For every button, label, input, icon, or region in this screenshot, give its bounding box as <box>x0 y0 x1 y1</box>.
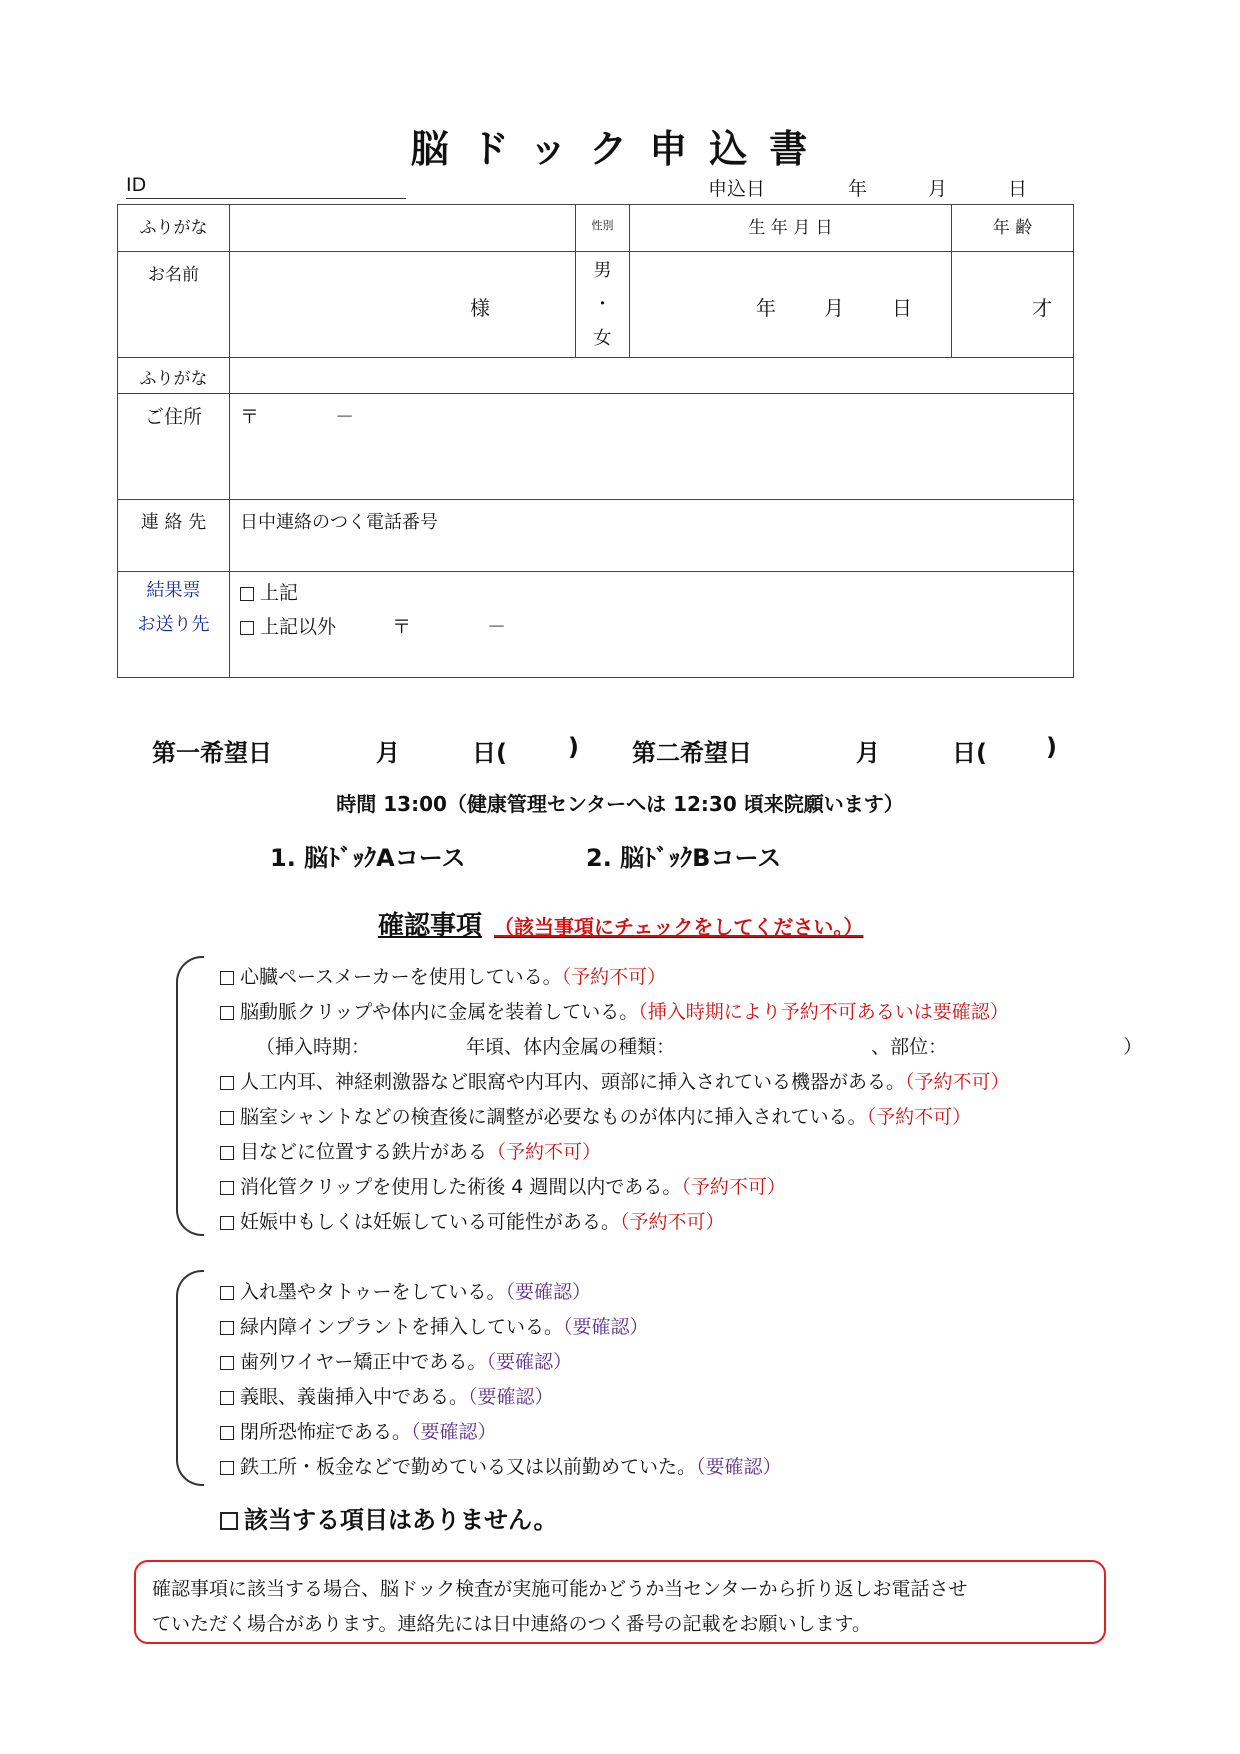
postal-mark: 〒 <box>240 406 260 428</box>
contact-hint: 日中連絡のつく電話番号 <box>240 512 438 533</box>
metal-type-label: 年頃、体内金属の種類： <box>466 1036 676 1058</box>
confirm-item-glaucoma-implant[interactable]: 緑内障インプラントを挿入している。（要確認） <box>220 1312 649 1339</box>
gender-label: 性別 <box>576 205 630 252</box>
confirm-item-none[interactable]: 該当する項目はありません。 <box>220 1500 557 1535</box>
first-wish-label: 第一希望日 <box>152 739 272 767</box>
checkbox-icon[interactable] <box>220 1461 234 1475</box>
female-option[interactable]: 女 <box>593 328 612 349</box>
insert-detail-line <box>256 1032 1142 1059</box>
gender-separator: ・ <box>593 294 612 315</box>
address-label: ご住所 <box>118 394 230 500</box>
checkbox-icon[interactable] <box>220 1181 234 1195</box>
confirm-instruction: （該当事項にチェックをしてください。） <box>494 915 864 939</box>
confirm-item-orthodontic-wire[interactable]: 歯列ワイヤー矯正中である。（要確認） <box>220 1347 572 1374</box>
time-text: 時間 13:00（健康管理センターへは 12:30 頃来院願います） <box>336 792 904 816</box>
confirm-item-ironworks[interactable]: 鉄工所・板金などで勤めている又は以前勤めていた。（要確認） <box>220 1452 782 1479</box>
group1-brace <box>176 956 204 1236</box>
checkbox-icon[interactable] <box>220 1006 234 1020</box>
insert-detail-close: ） <box>1123 1036 1143 1058</box>
birth-day-label: 日 <box>892 296 912 320</box>
second-wish-month[interactable]: 月 <box>856 739 880 767</box>
second-wish-day[interactable]: 日( <box>952 739 987 767</box>
checkbox-icon[interactable] <box>220 1146 234 1160</box>
confirm-item-iron-fragment[interactable]: 目などに位置する鉄片がある（予約不可） <box>220 1137 601 1164</box>
application-form-table <box>117 204 1074 678</box>
id-field[interactable] <box>126 174 406 199</box>
furigana-label: ふりがな <box>118 205 230 252</box>
checkbox-icon[interactable] <box>220 1111 234 1125</box>
course-a-option[interactable]: 1. 脳ﾄﾞｯｸAコース <box>270 844 466 872</box>
confirm-item-pregnancy[interactable]: 妊娠中もしくは妊娠している可能性がある。（予約不可） <box>220 1207 725 1234</box>
result-destination-label <box>118 572 230 678</box>
checkbox-icon[interactable] <box>220 1216 234 1230</box>
contact-label: 連 絡 先 <box>118 500 230 572</box>
confirm-item-prosthesis[interactable]: 義眼、義歯挿入中である。（要確認） <box>220 1382 554 1409</box>
result-postal-dash: － <box>487 616 507 638</box>
furigana-input[interactable] <box>230 205 576 252</box>
checkbox-icon[interactable] <box>240 587 254 601</box>
group2-brace <box>176 1270 204 1486</box>
address-furigana-input[interactable] <box>230 358 1074 394</box>
result-label-line2: お送り先 <box>137 614 210 635</box>
page-title: 脳ドック申込書 <box>410 127 830 171</box>
result-option-other[interactable]: 上記以外 〒 － <box>240 610 1063 644</box>
second-wish-label: 第二希望日 <box>632 739 752 767</box>
confirm-title: 確認事項 （該当事項にチェックをしてください。） <box>378 911 864 941</box>
age-unit: 才 <box>1032 296 1052 320</box>
checkbox-icon[interactable] <box>220 1512 238 1530</box>
apply-date-label: 申込日 <box>708 178 766 200</box>
notice-box <box>134 1560 1106 1644</box>
age-input[interactable] <box>952 252 1074 358</box>
result-destination-options <box>230 572 1074 678</box>
result-label-line1: 結果票 <box>146 580 201 601</box>
postal-dash: － <box>335 406 355 428</box>
checkbox-icon[interactable] <box>220 971 234 985</box>
contact-input[interactable] <box>230 500 1074 572</box>
honorific-text: 様 <box>470 296 490 320</box>
checkbox-icon[interactable] <box>240 621 254 635</box>
site-label: 、部位： <box>871 1036 948 1058</box>
checkbox-icon[interactable] <box>220 1321 234 1335</box>
checkbox-icon[interactable] <box>220 1391 234 1405</box>
birth-month-label: 月 <box>824 296 844 320</box>
apply-day-label: 日 <box>1008 178 1028 200</box>
first-wish-close: ) <box>568 733 579 761</box>
apply-year-label: 年 <box>848 178 868 200</box>
result-option-above[interactable]: 上記 <box>240 576 1063 610</box>
name-label: お名前 <box>118 252 230 358</box>
apply-month-label: 月 <box>928 178 948 200</box>
notice-line2: ていただく場合があります。連絡先には日中連絡のつく番号の記載をお願いします。 <box>152 1613 871 1635</box>
age-label: 年 齢 <box>952 205 1074 252</box>
address-input[interactable] <box>230 394 1074 500</box>
name-input[interactable] <box>230 252 576 358</box>
second-wish-close: ) <box>1046 733 1057 761</box>
checkbox-icon[interactable] <box>220 1076 234 1090</box>
confirm-item-metal-clip[interactable]: 脳動脈クリップや体内に金属を装着している。（挿入時期により予約不可あるいは要確認） <box>220 997 1009 1024</box>
confirm-item-shunt[interactable]: 脳室シャントなどの検査後に調整が必要なものが体内に挿入されている。（予約不可） <box>220 1102 971 1129</box>
birth-year-label: 年 <box>756 296 776 320</box>
birthdate-label: 生 年 月 日 <box>630 205 952 252</box>
confirm-item-implant-device[interactable]: 人工内耳、神経刺激器など眼窩や内耳内、頭部に挿入されている機器がある。（予約不可） <box>220 1067 1010 1094</box>
insert-time-label: （挿入時期： <box>256 1036 371 1058</box>
notice-line1: 確認事項に該当する場合、脳ドック検査が実施可能かどうか当センターから折り返しお電話させ <box>152 1578 968 1600</box>
birthdate-input[interactable] <box>630 252 952 358</box>
checkbox-icon[interactable] <box>220 1356 234 1370</box>
gender-select[interactable] <box>576 252 630 358</box>
result-postal-mark: 〒 <box>392 616 412 638</box>
checkbox-icon[interactable] <box>220 1286 234 1300</box>
confirm-item-claustrophobia[interactable]: 閉所恐怖症である。（要確認） <box>220 1417 497 1444</box>
course-b-option[interactable]: 2. 脳ﾄﾞｯｸBコース <box>586 844 782 872</box>
first-wish-month[interactable]: 月 <box>376 739 400 767</box>
confirm-item-tattoo[interactable]: 入れ墨やタトゥーをしている。（要確認） <box>220 1277 591 1304</box>
checkbox-icon[interactable] <box>220 1426 234 1440</box>
first-wish-day[interactable]: 日( <box>472 739 507 767</box>
id-label: ID <box>126 174 147 196</box>
confirm-item-pacemaker[interactable]: 心臓ペースメーカーを使用している。（予約不可） <box>220 962 666 989</box>
address-furigana-label: ふりがな <box>118 358 230 394</box>
male-option[interactable]: 男 <box>593 260 612 281</box>
confirm-item-gi-clip[interactable]: 消化管クリップを使用した術後 4 週間以内である。（予約不可） <box>220 1172 786 1199</box>
